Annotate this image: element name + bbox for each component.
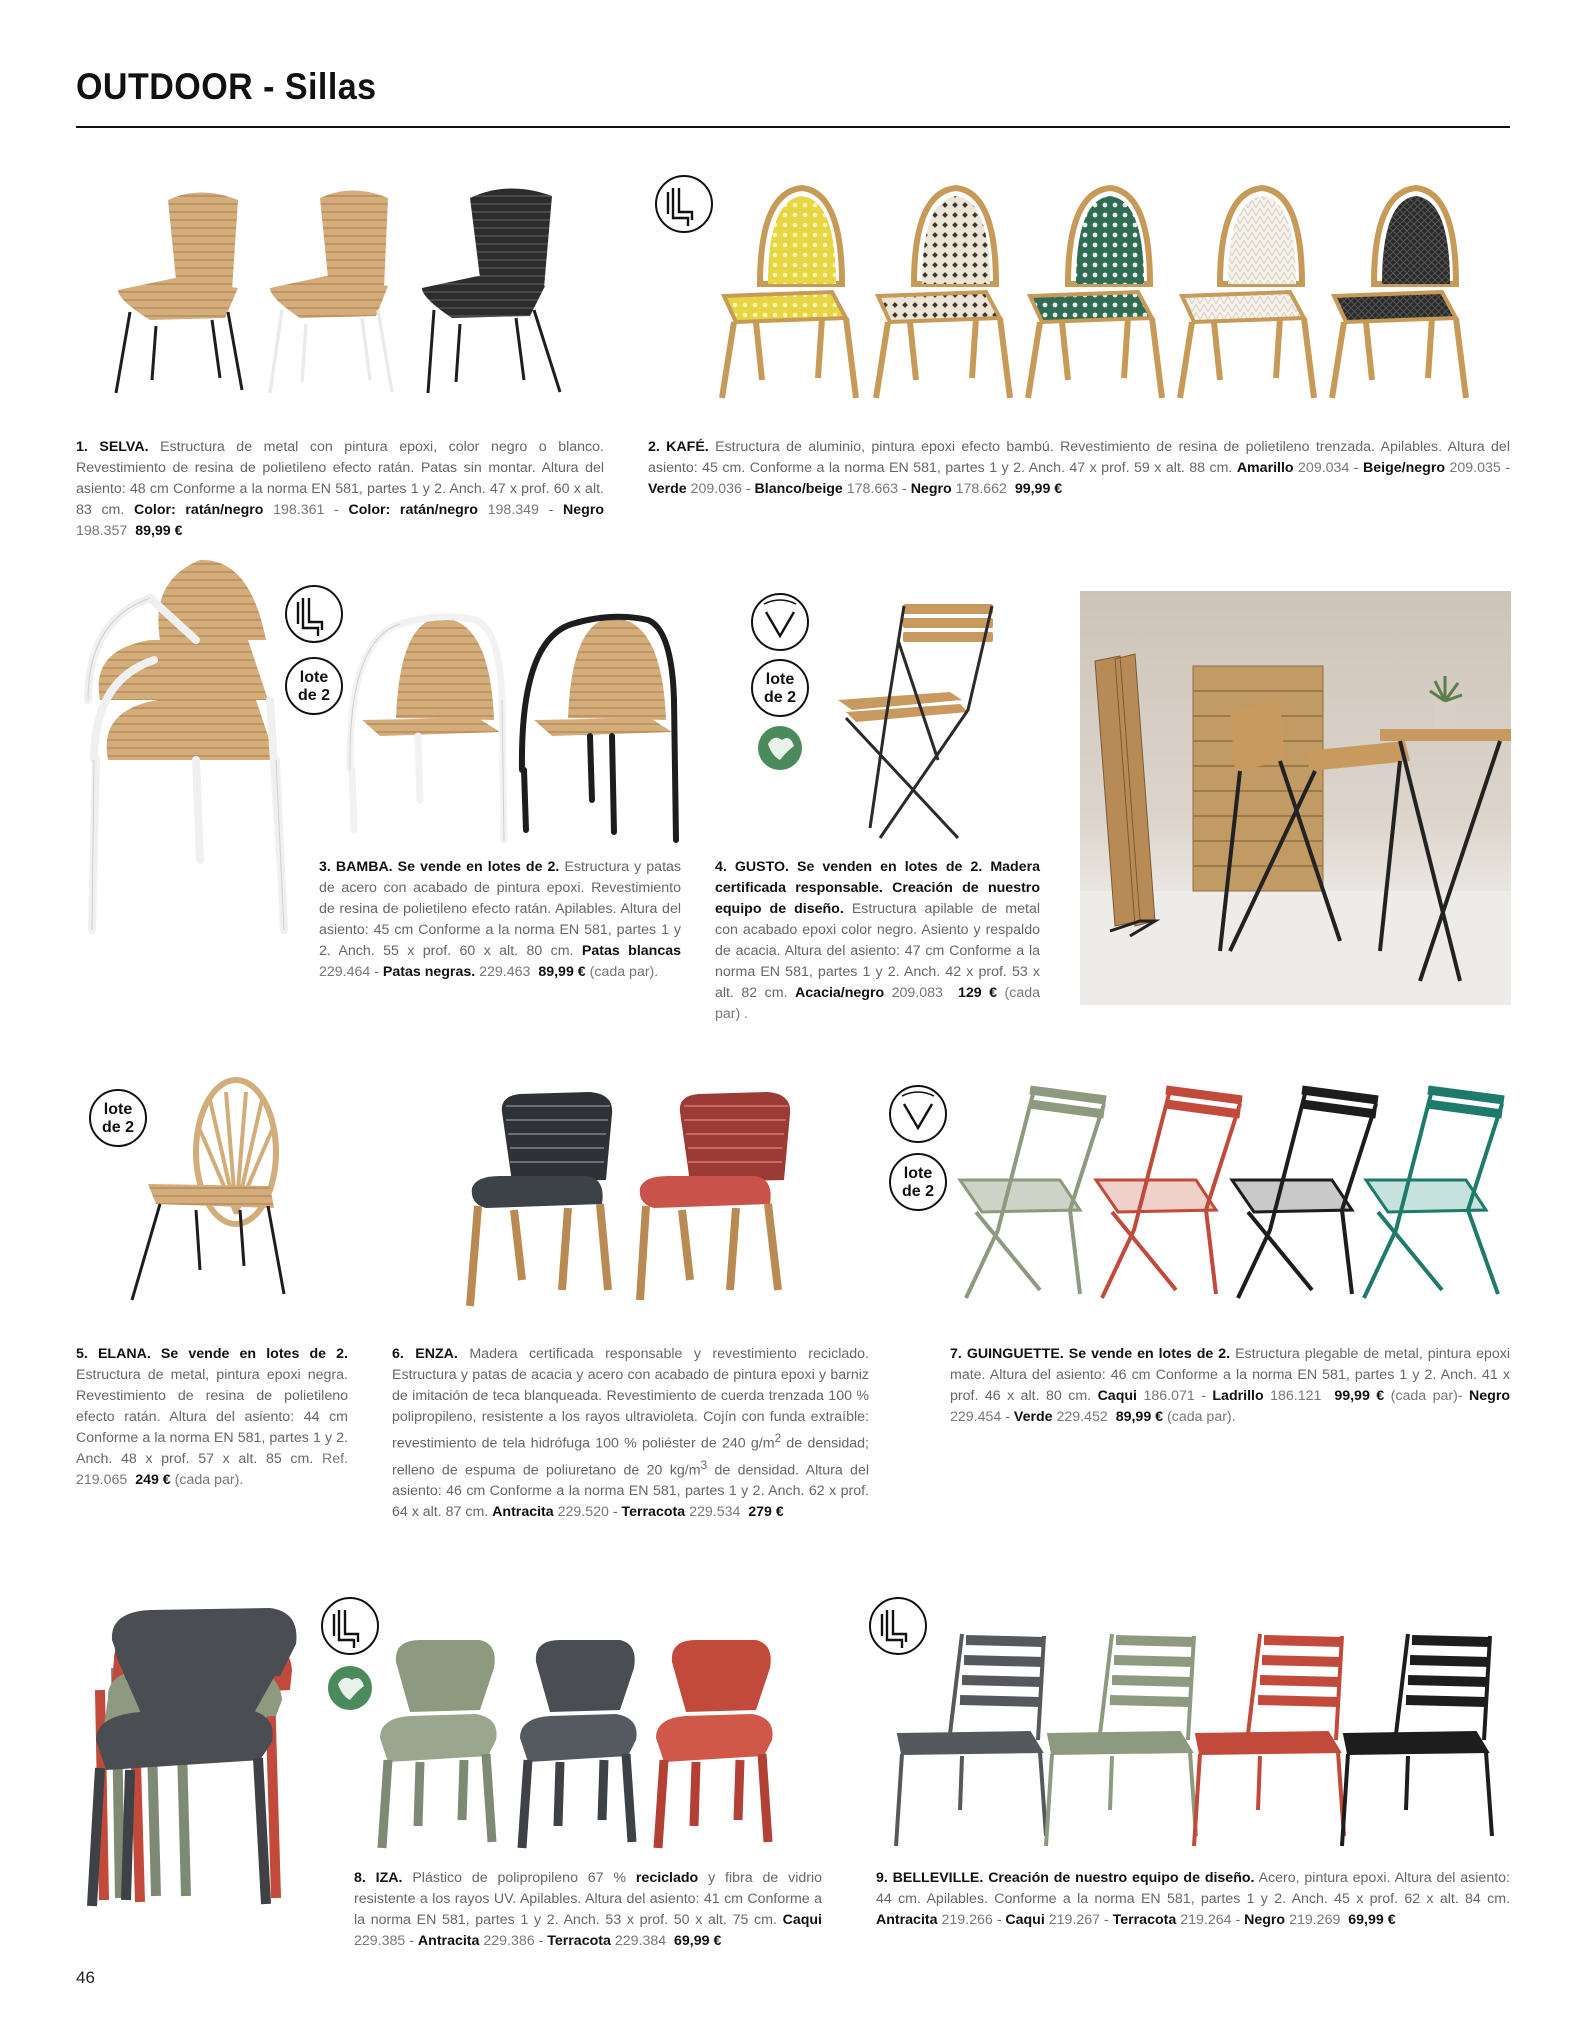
lote-de-2-badge [890, 1154, 946, 1210]
enza-chair-anthracite [470, 1092, 612, 1306]
lote-de-2-badge [90, 1090, 146, 1146]
price: 69,99 € [1348, 1912, 1396, 1928]
product-description-iza: 8. IZA. Plástico de polipropileno 67 % reciclado y fibra de vidrio resistente a los rayos UV. Apilables. Altura del asiento: 41 cm Conforme a la norma EN 581, partes 1 y 2. Anch. 53 x prof. 50 x alt. 75 cm. Caqui 229.385 - Antracita 229.386 - Terracota 229.384 69,99 € [354, 1870, 822, 1949]
iza-chair-terracota [656, 1640, 773, 1848]
lote-de-2-badge [752, 660, 808, 716]
stackable-icon [870, 1598, 926, 1654]
svg-text:lote: lote [299, 669, 329, 686]
bamba-chair-black-legs [522, 617, 676, 840]
foldable-icon [890, 1086, 946, 1142]
photo-scene [1080, 591, 1511, 1005]
eco-earth-icon [758, 726, 802, 770]
kafe-chair-white-beige [1180, 188, 1314, 398]
selva-chair-natural-white [270, 191, 392, 394]
enza-chair-terracota [640, 1092, 790, 1300]
bamba-chairs-stacked-white [88, 560, 284, 930]
svg-text:de 2: de 2 [763, 689, 797, 706]
iza-chairs-stacked [92, 1608, 296, 1906]
belleville-chair-black [1342, 1634, 1492, 1846]
iza-chair-khaki [380, 1640, 497, 1848]
kafe-chair-green [1028, 188, 1162, 398]
price: 89,99 € [538, 964, 586, 980]
selva-chair-black [422, 188, 560, 393]
svg-text:lote: lote [103, 1101, 133, 1118]
kafe-chair-yellow [722, 188, 856, 398]
price: 99,99 € [1334, 1388, 1385, 1404]
elana-chair [132, 1080, 284, 1300]
price: 69,99 € [674, 1933, 722, 1949]
price: 129 € [957, 985, 997, 1001]
price: 249 € [135, 1472, 171, 1488]
svg-text:lote: lote [903, 1165, 933, 1182]
price: 89,99 € [135, 523, 183, 539]
lote-de-2-badge [286, 658, 342, 714]
stackable-icon [656, 176, 712, 232]
guinguette-chair-brick [1096, 1090, 1242, 1298]
guinguette-chair-green [1364, 1090, 1504, 1298]
product-description-bamba: 3. BAMBA. Se vende en lotes de 2. Estructura y patas de acero con acabado de pintura epoxi. Revestimiento de resina de polietileno efecto ratán. Apilables. Altura del asiento: 45 cm Conforme a la norma EN 581, partes 1 y 2. Anch. 55 x prof. 60 x alt. 80 cm. Patas blancas 229.464 - Patas negras. 229.463 89,99 € (cada par). [319, 859, 681, 980]
page-title: OUTDOOR - Sillas [76, 66, 377, 107]
svg-text:de 2: de 2 [297, 687, 331, 704]
belleville-chair-khaki [1046, 1634, 1196, 1846]
product-description-enza: 6. ENZA. Madera certificada responsable y revestimiento reciclado. Estructura y patas de acacia y acero con acabado de pintura epoxi y barniz de imitación de teca blanqueada. Revestimiento de cuerda trenzada 100 % polipropileno, resistente a los rayos ultravioleta. Cojín con funda extraíble: revestimiento de tela hidrófuga 100 % poliéster de 240 $g/m^2$ de densidad; relleno de espuma de poliuretano de 20 $kg/m^3$ de densidad. Altura del asiento: 46 cm Conforme a la norma EN 581, partes 1 y 2. Anch. 62 x prof. 64 x alt. 87 cm. Antracita 229.520 - Terracota 229.534 279 € [392, 1346, 869, 1521]
svg-text:de 2: de 2 [901, 1183, 935, 1200]
gusto-lifestyle-photo [1080, 591, 1511, 1005]
svg-text:de 2: de 2 [101, 1119, 135, 1136]
bamba-chair-white-legs [350, 617, 504, 840]
belleville-chair-anthracite [896, 1634, 1046, 1846]
guinguette-chair-black [1232, 1090, 1378, 1298]
foldable-icon [752, 594, 808, 650]
guinguette-chair-khaki [960, 1090, 1106, 1298]
product-description-selva: 1. SELVA. Estructura de metal con pintura epoxi, color negro o blanco. Revestimiento de resina de polietileno efecto ratán. Patas sin montar. Altura del asiento: 48 cm Conforme a la norma EN 581, partes 1 y 2. Anch. 47 x prof. 60 x alt. 83 cm. Color: ratán/negro 198.361 - Color: ratán/negro 198.349 - Negro 198.357 89,99 € [76, 439, 605, 539]
product-description-guinguette: 7. GUINGUETTE. Se vende en lotes de 2. Estructura plegable de metal, pintura epoxi mate. Altura del asiento: 46 cm Conforme a la norma EN 581, partes 1 y 2. Anch. 41 x prof. 46 x alt. 80 cm. Caqui 186.071 - Ladrillo 186.121 99,99 € (cada par)- Negro 229.454 - Verde 229.452 89,99 € (cada par). [950, 1346, 1511, 1425]
price: 89,99 € [1115, 1409, 1164, 1425]
eco-earth-icon [328, 1666, 372, 1710]
product-description-elana: 5. ELANA. Se vende en lotes de 2. Estructura de metal, pintura epoxi negra. Revestimiento de resina de polietileno efecto ratán. Altura del asiento: 44 cm Conforme a la norma EN 581, partes 1 y 2. Anch. 48 x prof. 57 x alt. 85 cm. Ref. 219.065 249 € (cada par). [76, 1346, 348, 1488]
kafe-chair-beige-black [876, 188, 1010, 398]
selva-chair-natural-black [116, 193, 242, 394]
gusto-chair [838, 604, 993, 838]
stackable-icon [322, 1598, 378, 1654]
price: 279 € [748, 1504, 784, 1521]
stackable-icon [286, 586, 342, 642]
product-description-kafe: 2. KAFÉ. Estructura de aluminio, pintura epoxi efecto bambú. Revestimiento de resina de polietileno trenzada. Apilables. Altura del asiento: 45 cm. Conforme a la norma EN 581, partes 1 y 2. Anch. 47 x prof. 59 x alt. 88 cm. Amarillo 209.034 - Beige/negro 209.035 - Verde 209.036 - Blanco/beige 178.663 - Negro 178.662 99,99 € [648, 439, 1510, 497]
iza-chair-anthracite [520, 1640, 637, 1848]
svg-text:lote: lote [765, 671, 795, 688]
page-number: 46 [76, 1968, 95, 1987]
price: 99,99 € [1014, 481, 1063, 497]
product-description-belleville: 9. BELLEVILLE. Creación de nuestro equipo de diseño. Acero, pintura epoxi. Altura del asiento: 44 cm. Apilables. Conforme a la norma EN 581, partes 1 y 2. Anch. 45 x prof. 62 x alt. 84 cm. Antracita 219.266 - Caqui 219.267 - Terracota 219.264 - Negro 219.269 69,99 € [876, 1870, 1510, 1928]
belleville-chair-terracota [1194, 1634, 1344, 1846]
kafe-chair-black [1332, 188, 1466, 398]
product-description-gusto: 4. GUSTO. Se venden en lotes de 2. Madera certificada responsable. Creación de nuestro equipo de diseño. Estructura apilable de metal con acabado epoxi color negro. Asiento y respaldo de acacia. Altura del asiento: 47 cm Conforme a la norma EN 581, partes 1 y 2. Anch. 42 x prof. 53 x alt. 82 cm. Acacia/negro 209.083 129 € (cada par) . [715, 859, 1040, 1022]
